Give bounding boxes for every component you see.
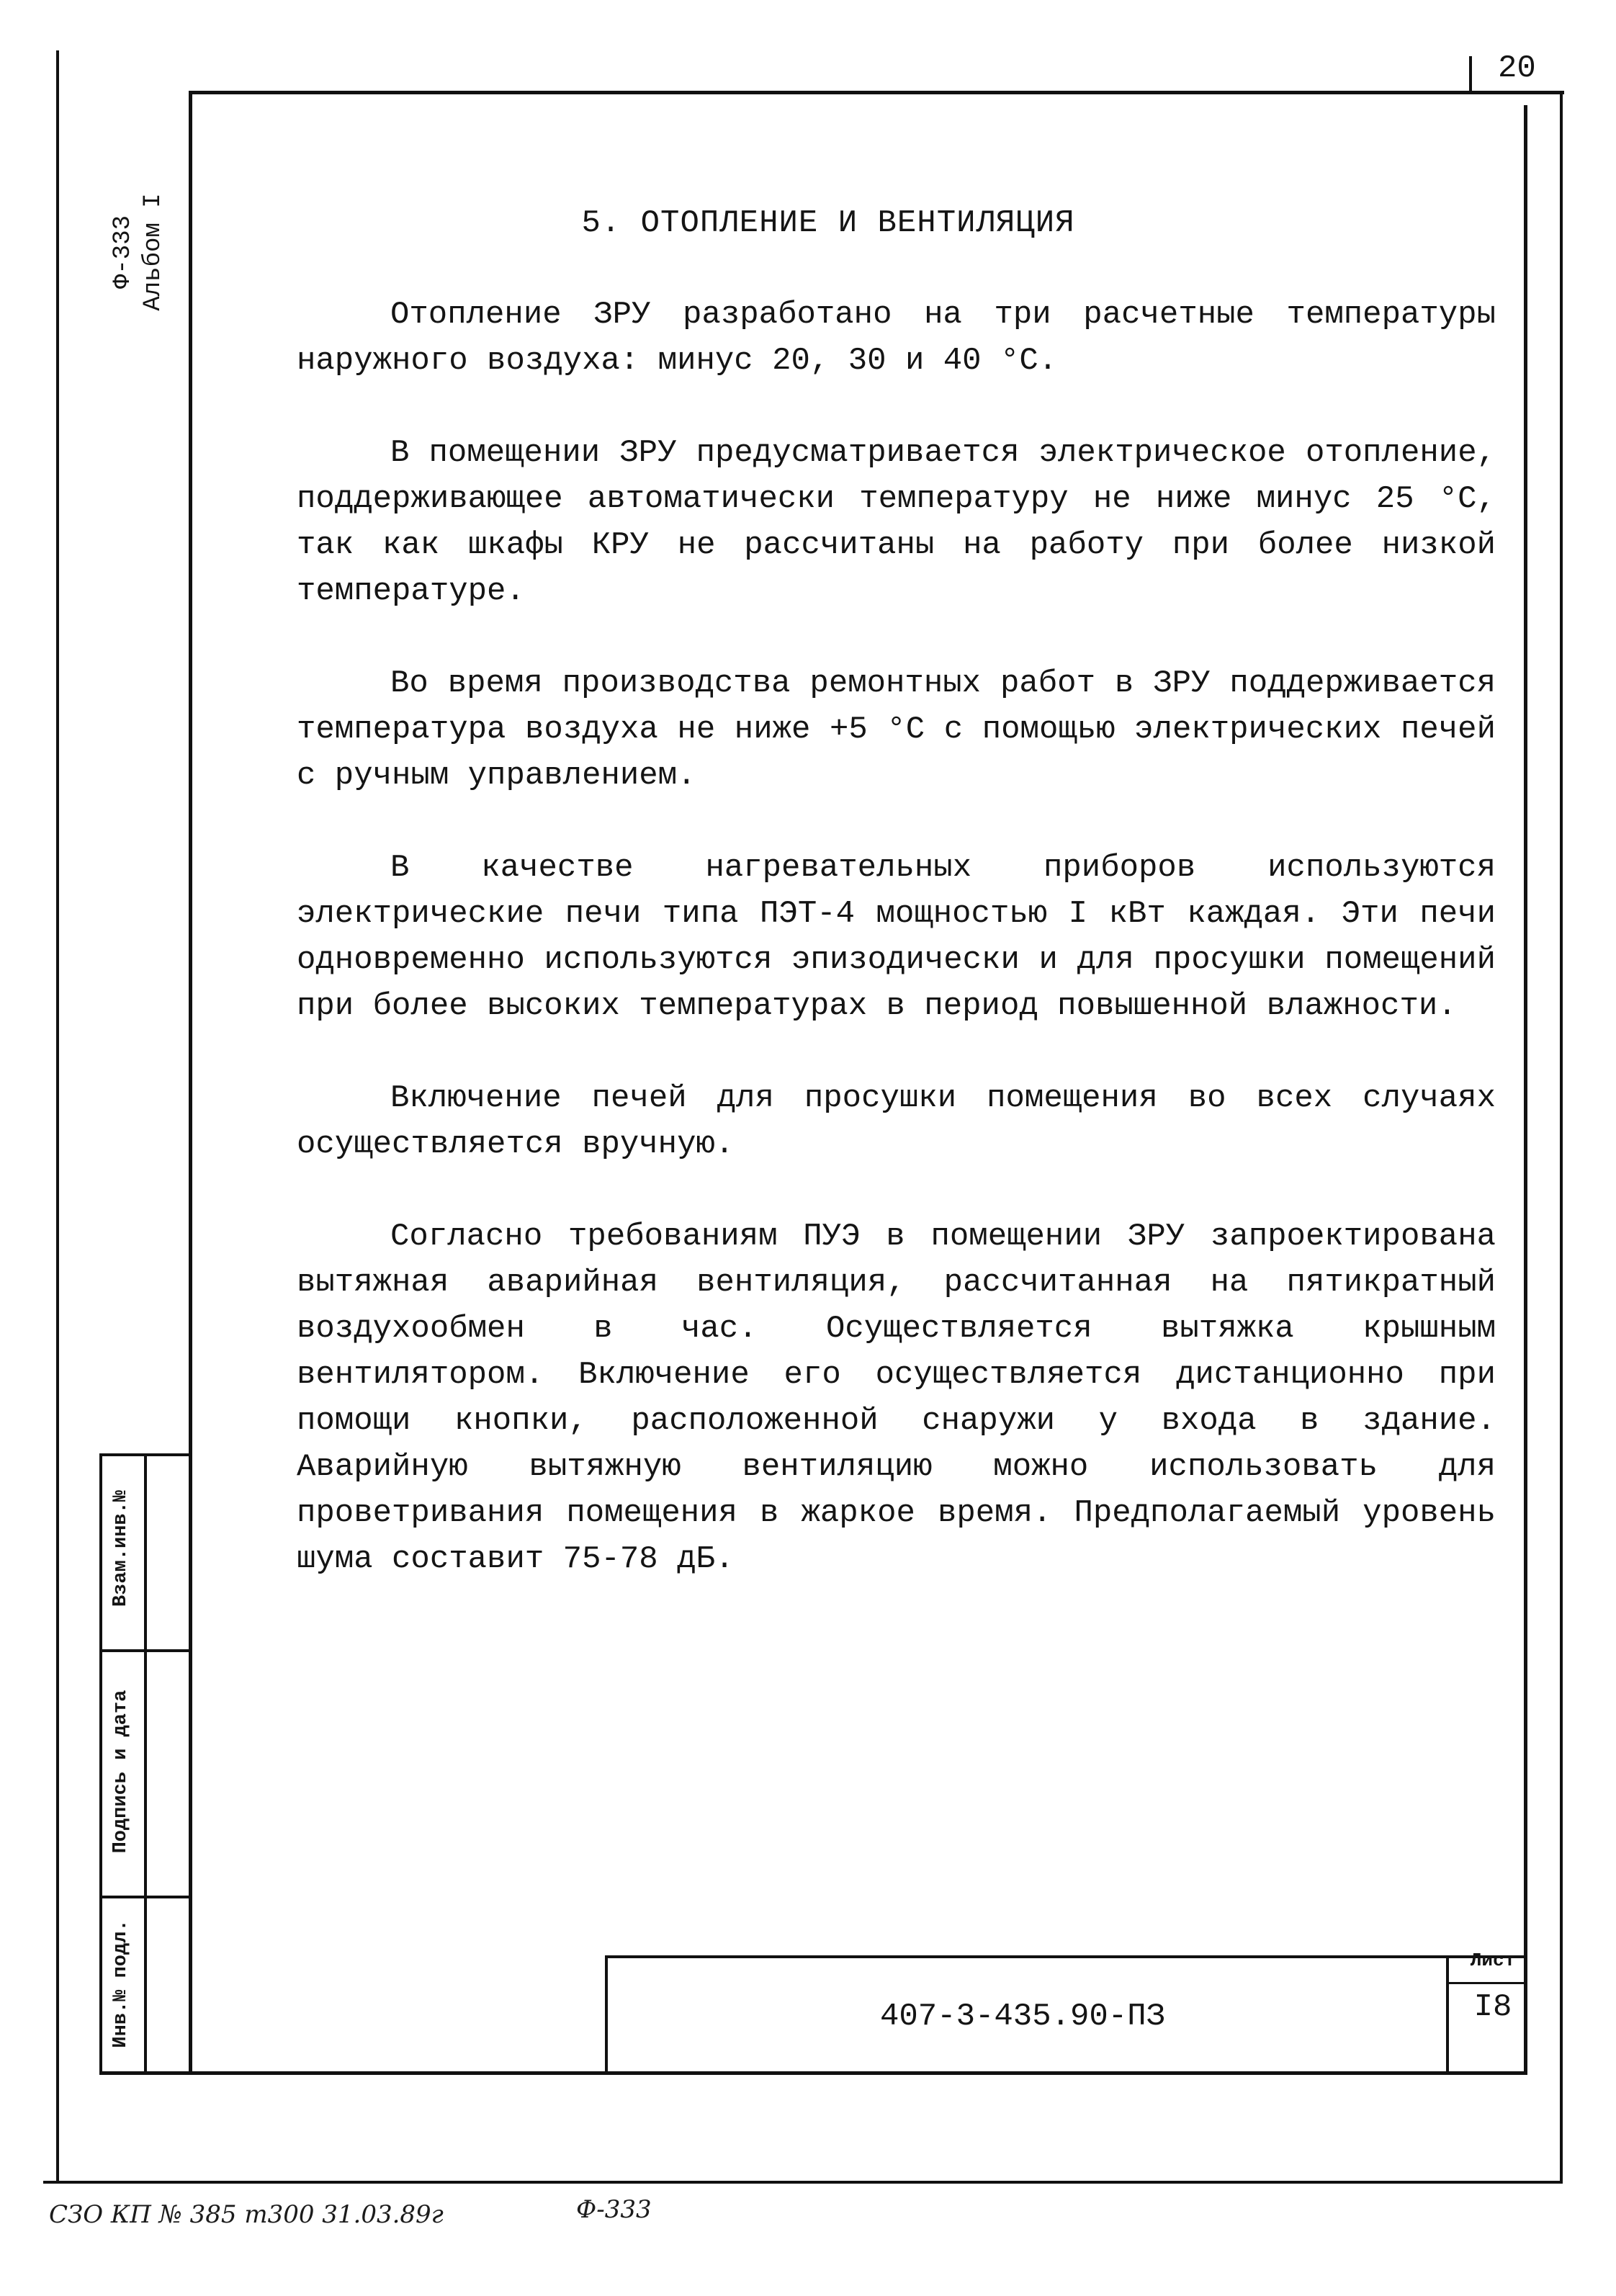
paragraph-heating-design: Отопление ЗРУ разработано на три расчетные температуры наружного воздуха: минус 20, 30 и 40 °С. bbox=[297, 297, 1496, 379]
paragraph-manual-switching: Включение печей для просушки помещения во всех случаях осуществляется вручную. bbox=[297, 1080, 1496, 1162]
document-code: 407-3-435.90-ПЗ bbox=[879, 1999, 1166, 2035]
paragraph-repair-works: Во время производства ремонтных работ в ЗРУ поддерживается температура воздуха не ниже +5 °С с помощью электрических печей с ручным управлением. bbox=[297, 665, 1496, 794]
document-body bbox=[297, 292, 1496, 1582]
stamp-box-outer-left bbox=[99, 1453, 102, 2074]
outer-left-border bbox=[56, 50, 59, 2182]
stamp-label-original-inv: Инв.№ подл. bbox=[110, 1919, 132, 2048]
side-note-album: Альбом I bbox=[140, 193, 167, 311]
title-block-sheet-divider bbox=[1446, 1955, 1449, 2073]
section-title: 5. ОТОПЛЕНИЕ И ВЕНТИЛЯЦИЯ bbox=[581, 205, 1075, 241]
inner-right-border bbox=[1524, 105, 1527, 2073]
sheet-label: Лист bbox=[1470, 1950, 1516, 1971]
title-block-sheet-row bbox=[1446, 1982, 1527, 1984]
title-block-top bbox=[605, 1955, 1527, 1958]
handwritten-form-code: Ф-333 bbox=[576, 2195, 652, 2224]
stamp-label-replacement-inv: Взам.инв.№ bbox=[110, 1489, 132, 1607]
inner-bottom-border bbox=[99, 2071, 1527, 2075]
side-note-code: Ф-333 bbox=[109, 215, 137, 290]
outer-bottom-border bbox=[43, 2181, 1563, 2184]
sheet-number: I8 bbox=[1473, 1989, 1512, 2025]
outer-right-border bbox=[1560, 94, 1563, 2182]
stamp-box-divider bbox=[144, 1453, 147, 2074]
stamp-box-row2 bbox=[99, 1896, 192, 1898]
side-album-note bbox=[108, 72, 169, 432]
stamp-label-signature-date: Подпись и дата bbox=[110, 1690, 132, 1854]
paragraph-electric-heating: В помещении ЗРУ предусматривается электрическое отопление, поддерживающее автоматически температуру не ниже минус 25 °С, так как шкафы КРУ не рассчитаны на работу при более низкой температуре. bbox=[297, 435, 1496, 609]
paragraph-heating-devices: В качестве нагревательных приборов используются электрические печи типа ПЭТ-4 мощностью I кВт каждая. Эти печи одновременно используются эпизодически и для просушки помещений при более высоких температурах в период повышенной влажности. bbox=[297, 850, 1496, 1024]
stamp-box-row1 bbox=[99, 1649, 192, 1652]
inner-left-border bbox=[189, 91, 192, 2073]
handwritten-registration: СЗО КП № 385 т300 31.03.89г bbox=[49, 2200, 444, 2229]
page-number: 20 bbox=[1498, 50, 1536, 86]
top-frame-border bbox=[189, 91, 1564, 94]
paragraph-ventilation: Согласно требованиям ПУЭ в помещении ЗРУ запроектирована вытяжная аварийная вентиляция, рассчитанная на пятикратный воздухообмен в час. Осуществляется вытяжка крышным вентилятором. Включение его осуществляется дистанционно при помощи кнопки, расположенной снаружи у входа в здание. Аварийную вытяжную вентиляцию можно использовать для проветривания помещения в жаркое время. Предполагаемый уровень шума составит 75-78 дБ. bbox=[297, 1219, 1496, 1577]
page-number-divider bbox=[1469, 56, 1472, 94]
